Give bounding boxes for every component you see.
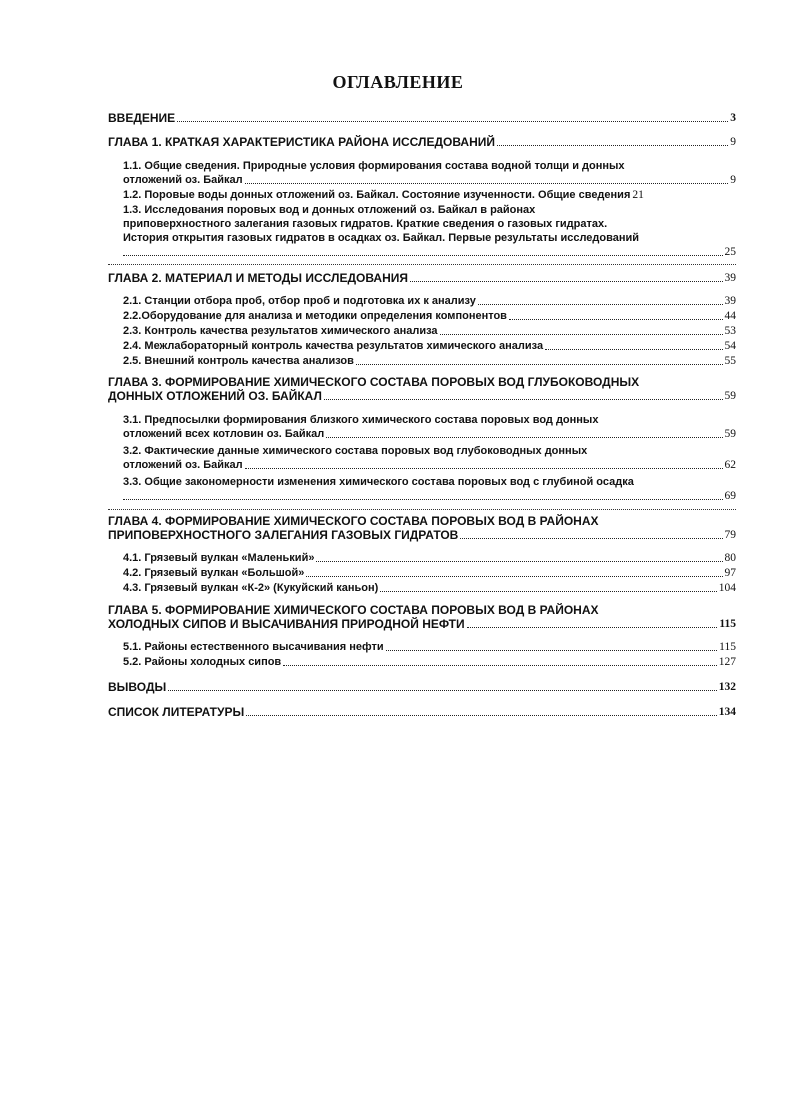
toc-page-number: 3 [730, 112, 736, 124]
toc-entry-introduction[interactable] [108, 111, 736, 125]
toc-leader [324, 399, 723, 400]
toc-page-number: 55 [724, 355, 736, 367]
toc-leader [497, 145, 728, 146]
toc-entry-3-3[interactable] [123, 475, 736, 503]
toc-leader [440, 334, 723, 335]
toc-leader [123, 255, 723, 256]
toc-page-number: 115 [719, 641, 736, 653]
toc-leader [246, 715, 717, 716]
toc-page-number: 39 [724, 272, 736, 284]
toc-entry-text-line: отложений оз. Байкал [123, 174, 243, 186]
toc-entry-2-4[interactable] [123, 339, 736, 353]
toc-entry-3-2[interactable] [123, 444, 736, 472]
toc-entry-text: 5.2. Районы холодных сипов [123, 656, 282, 668]
toc-entry-text: ВЫВОДЫ [108, 680, 167, 694]
toc-entry-text: 4.3. Грязевый вулкан «К-2» (Кукуйский каньон) [123, 582, 379, 594]
toc-entry-text-line: ХОЛОДНЫХ СИПОВ И ВЫСАЧИВАНИЯ ПРИРОДНОЙ НЕФТИ [108, 617, 465, 631]
toc-entry-text: 4.1. Грязевый вулкан «Маленький» [123, 552, 315, 564]
toc-page-number: 21 [632, 189, 644, 201]
toc-leader [460, 538, 722, 539]
toc-entry-text-line: 1.1. Общие сведения. Природные условия формирования состава водной толщи и донных [123, 160, 625, 172]
toc-leader [380, 591, 716, 592]
toc-entry-text: СПИСОК ЛИТЕРАТУРЫ [108, 705, 245, 719]
toc-entry-text-line: ГЛАВА 4. ФОРМИРОВАНИЕ ХИМИЧЕСКОГО СОСТАВА ПОРОВЫХ ВОД В РАЙОНАХ [108, 514, 599, 528]
toc-page-number: 115 [719, 618, 736, 630]
toc-page-number: 25 [724, 246, 736, 258]
toc-entry-1-3[interactable] [123, 203, 736, 259]
toc-page-number: 62 [724, 459, 736, 471]
toc-entry-text: ВВЕДЕНИЕ [108, 111, 176, 125]
toc-entry-text: 2.3. Контроль качества результатов химического анализа [123, 325, 438, 337]
toc-entry-references[interactable] [108, 705, 736, 719]
toc-page-number: 53 [724, 325, 736, 337]
toc-leader [467, 627, 718, 628]
toc-leader [326, 437, 722, 438]
toc-page-number: 79 [724, 529, 736, 541]
toc-entry-text-line: приповерхностного залегания газовых гидратов. Краткие сведения о газовых гидратах. [123, 218, 608, 230]
toc-entry-text-line: 3.2. Фактические данные химического состава поровых вод глубоководных донных [123, 445, 588, 457]
toc-entry-chapter-1[interactable] [108, 135, 736, 149]
toc-entry-chapter-4[interactable] [108, 514, 736, 542]
toc-leader [306, 576, 722, 577]
toc-entry-text-line: ДОННЫХ ОТЛОЖЕНИЙ ОЗ. БАЙКАЛ [108, 389, 322, 403]
toc-leader [386, 650, 718, 651]
toc-entry-2-3[interactable] [123, 324, 736, 338]
toc-leader [545, 349, 722, 350]
toc-page-number: 59 [724, 428, 736, 440]
toc-leader [410, 281, 722, 282]
toc-entry-4-2[interactable] [123, 566, 736, 580]
toc-entry-text-line: ПРИПОВЕРХНОСТНОГО ЗАЛЕГАНИЯ ГАЗОВЫХ ГИДРАТОВ [108, 528, 459, 542]
section-divider [108, 509, 736, 510]
toc-entry-2-2[interactable] [123, 309, 736, 323]
toc-leader [245, 183, 729, 184]
toc-leader [283, 665, 717, 666]
toc-page-number: 127 [718, 656, 736, 668]
toc-page-number: 44 [724, 310, 736, 322]
toc-entry-text-line: 3.1. Предпосылки формирования близкого химического состава поровых вод донных [123, 414, 599, 426]
toc-leader [177, 121, 728, 122]
toc-entry-text: 2.4. Межлабораторный контроль качества результатов химического анализа [123, 340, 544, 352]
toc-leader [168, 690, 716, 691]
toc-entry-1-2[interactable] [123, 188, 736, 202]
section-divider [108, 264, 736, 265]
toc-page-number: 54 [724, 340, 736, 352]
toc-page-number: 9 [730, 136, 736, 148]
toc-entry-chapter-3[interactable] [108, 375, 736, 403]
toc-entry-4-1[interactable] [123, 551, 736, 565]
toc-entry-4-3[interactable] [123, 581, 736, 595]
toc-page-number: 134 [718, 706, 736, 718]
toc-entry-text: 2.2.Оборудование для анализа и методики определения компонентов [123, 310, 507, 322]
toc-entry-text: 2.1. Станции отбора проб, отбор проб и подготовка их к анализу [123, 295, 476, 307]
toc-entry-text: 1.2. Поровые воды донных отложений оз. Байкал. Состояние изученности. Общие сведения [123, 189, 631, 201]
toc-entry-text-line: отложений всех котловин оз. Байкал [123, 428, 325, 440]
toc-leader [509, 319, 723, 320]
toc-page-number: 104 [718, 582, 736, 594]
toc-entry-chapter-5[interactable] [108, 603, 736, 631]
toc-page-number: 9 [730, 174, 736, 186]
toc-page-number: 39 [724, 295, 736, 307]
toc-entry-text-line: ГЛАВА 5. ФОРМИРОВАНИЕ ХИМИЧЕСКОГО СОСТАВА ПОРОВЫХ ВОД В РАЙОНАХ [108, 603, 599, 617]
toc-entry-text-line: ГЛАВА 3. ФОРМИРОВАНИЕ ХИМИЧЕСКОГО СОСТАВА ПОРОВЫХ ВОД ГЛУБОКОВОДНЫХ [108, 375, 640, 389]
toc-leader [123, 499, 723, 500]
toc-entry-chapter-2[interactable] [108, 271, 736, 285]
toc-entry-text-line: История открытия газовых гидратов в осадках оз. Байкал. Первые результаты исследований [123, 232, 640, 244]
toc-page-number: 80 [724, 552, 736, 564]
toc-leader [245, 468, 723, 469]
toc-page-number: 69 [724, 490, 736, 502]
toc-entry-text-line: 1.3. Исследования поровых вод и донных отложений оз. Байкал в районах [123, 204, 536, 216]
toc-entry-text: ГЛАВА 1. КРАТКАЯ ХАРАКТЕРИСТИКА РАЙОНА ИССЛЕДОВАНИЙ [108, 135, 495, 149]
toc-entry-3-1[interactable] [123, 413, 736, 441]
toc-entry-1-1[interactable] [123, 159, 736, 187]
toc-entry-5-1[interactable] [123, 640, 736, 654]
toc-entry-conclusions[interactable] [108, 680, 736, 694]
toc-page-number: 59 [724, 390, 736, 402]
toc-entry-text-line: отложений оз. Байкал [123, 459, 243, 471]
toc-entry-text: 4.2. Грязевый вулкан «Большой» [123, 567, 305, 579]
toc-leader [316, 561, 722, 562]
toc-entry-5-2[interactable] [123, 655, 736, 669]
toc-entry-text: 5.1. Районы естественного высачивания нефти [123, 641, 384, 653]
toc-entry-text: 2.5. Внешний контроль качества анализов [123, 355, 354, 367]
toc-entry-text-line: 3.3. Общие закономерности изменения химического состава поровых вод с глубиной осадка [123, 476, 634, 488]
page-title: ОГЛАВЛЕНИЕ [332, 72, 464, 92]
toc-leader [478, 304, 723, 305]
toc-entry-text: ГЛАВА 2. МАТЕРИАЛ И МЕТОДЫ ИССЛЕДОВАНИЯ [108, 271, 409, 285]
toc-entry-2-5[interactable] [123, 354, 736, 368]
toc-page-number: 97 [724, 567, 736, 579]
toc-entry-2-1[interactable] [123, 294, 736, 308]
toc-leader [356, 364, 723, 365]
toc-page-number: 132 [718, 681, 736, 693]
